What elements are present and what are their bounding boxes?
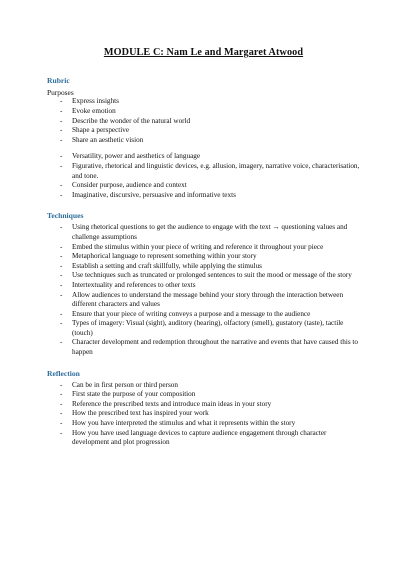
list-item: - Figurative, rhetorical and linguistic devices, e.g. allusion, imagery, narrative voice, characterisation, and tone. (47, 162, 360, 181)
list-item: - Use techniques such as truncated or prolonged sentences to suit the mood or message of the story (47, 271, 360, 281)
list-item: - Ensure that your piece of writing conveys a purpose and a message to the audience (47, 310, 360, 320)
list-item: - Shape a perspective (47, 126, 360, 136)
list-item: - Reference the prescribed texts and introduce main ideas in your story (47, 400, 360, 410)
list-item: - How you have interpreted the stimulus and what it represents within the story (47, 419, 360, 429)
list-item: - Using rhetorical questions to get the audience to engage with the text → questioning values and challenge assumptions (47, 223, 360, 242)
list-item: - Versatility, power and aesthetics of language (47, 152, 360, 162)
list-item: - First state the purpose of your composition (47, 390, 360, 400)
purposes-list (47, 97, 360, 145)
rubric-section (47, 76, 360, 200)
criteria-list (47, 152, 360, 200)
list-item: - Embed the stimulus within your piece of writing and reference it throughout your piece (47, 243, 360, 253)
techniques-heading: Techniques (47, 211, 84, 221)
list-item: - Metaphorical language to represent something within your story (47, 252, 360, 262)
list-item: - Establish a setting and craft skillfully, while applying the stimulus (47, 262, 360, 272)
list-item: - Character development and redemption throughout the narrative and events that have caused this to happen (47, 338, 360, 357)
list-item: - Imaginative, discursive, persuasive and informative texts (47, 191, 360, 201)
list-item: - Evoke emotion (47, 107, 360, 117)
list-item: - How you have used language devices to capture audience engagement through character development and plot progression (47, 429, 360, 448)
purposes-label: Purposes (47, 88, 74, 97)
list-item: - Intertextuality and references to other texts (47, 281, 360, 291)
rubric-heading: Rubric (47, 76, 70, 85)
list-item: - Can be in first person or third person (47, 381, 360, 391)
techniques-list (47, 223, 360, 357)
list-item: - Describe the wonder of the natural world (47, 117, 360, 127)
reflection-section (47, 369, 360, 448)
list-item: - Share an aesthetic vision (47, 136, 360, 146)
list-item: - Types of imagery: Visual (sight), auditory (hearing), olfactory (smell), gustatory (taste), tactile (touch) (47, 319, 360, 338)
reflection-list (47, 381, 360, 448)
list-item: - Allow audiences to understand the message behind your story through the interaction between different characters and values (47, 291, 360, 310)
document-title: MODULE C: Nam Le and Margaret Atwood (103, 47, 304, 58)
techniques-section (47, 211, 360, 357)
list-item: - Consider purpose, audience and context (47, 181, 360, 191)
reflection-heading: Reflection (47, 368, 80, 378)
list-item: - Express insights (47, 97, 360, 107)
list-item: - How the prescribed text has inspired your work (47, 409, 360, 419)
